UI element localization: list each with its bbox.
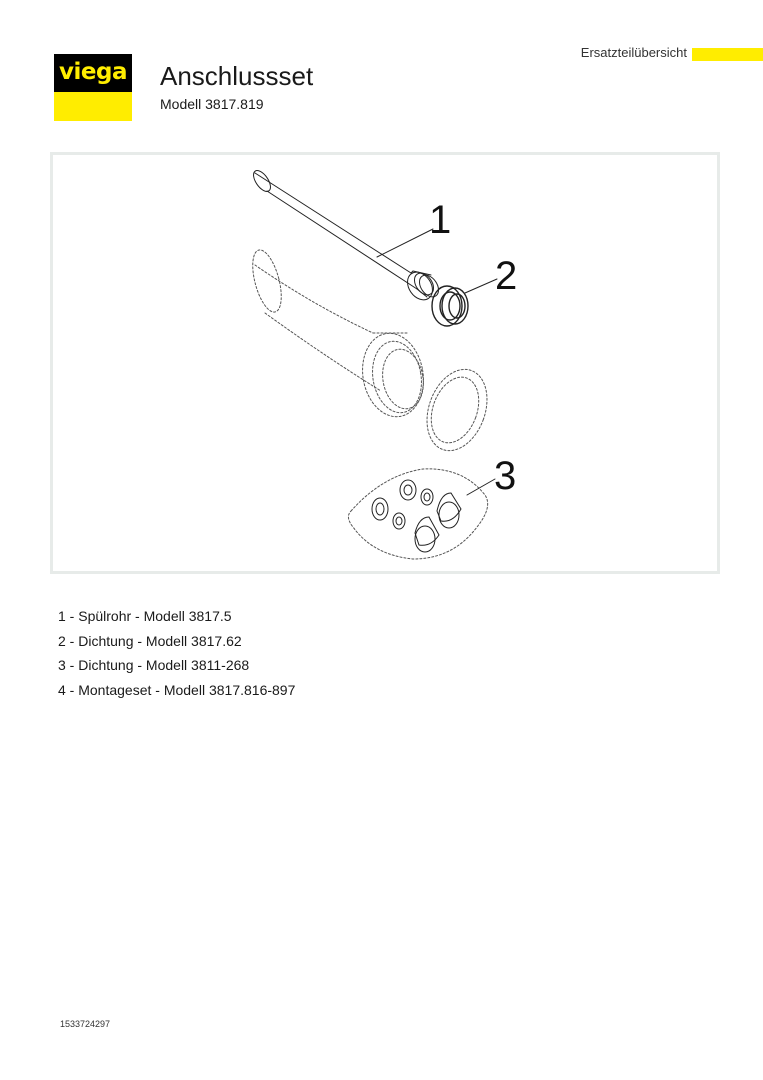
callout-2: 2 — [495, 254, 518, 298]
callout-3: 3 — [494, 454, 517, 498]
parts-list-item: 2 - Dichtung - Modell 3817.62 — [58, 632, 242, 649]
flat-ring-drawing — [416, 361, 497, 459]
exploded-view-drawing — [50, 152, 720, 574]
seal-bag-drawing — [348, 469, 487, 559]
parts-list-item: 1 - Spülrohr - Modell 3817.5 — [58, 608, 232, 624]
logo-yellow-block — [54, 92, 132, 121]
parts-list — [58, 604, 295, 702]
connector-sleeve-drawing — [247, 247, 430, 422]
document-number: 1533724297 — [60, 1019, 111, 1029]
viega-logo — [54, 54, 132, 121]
parts-list-item: 4 - Montageset - Modell 3817.816-897 — [58, 681, 296, 698]
document-type-accent-bar — [692, 48, 763, 61]
logo-wordmark: viega — [59, 59, 127, 85]
callout-1: 1 — [429, 198, 452, 242]
parts-list-item: 3 - Dichtung - Modell 3811-268 — [58, 657, 250, 673]
page-title: Anschlussset — [160, 61, 314, 91]
model-subtitle: Modell 3817.819 — [160, 96, 264, 112]
seal-ring-drawing — [432, 286, 468, 326]
flush-pipe-drawing — [250, 168, 442, 305]
leader-line-1 — [377, 229, 433, 257]
exploded-view-svg — [53, 155, 717, 571]
document-type-label: Ersatzteilübersicht — [580, 45, 687, 60]
leader-line-2 — [465, 279, 497, 293]
